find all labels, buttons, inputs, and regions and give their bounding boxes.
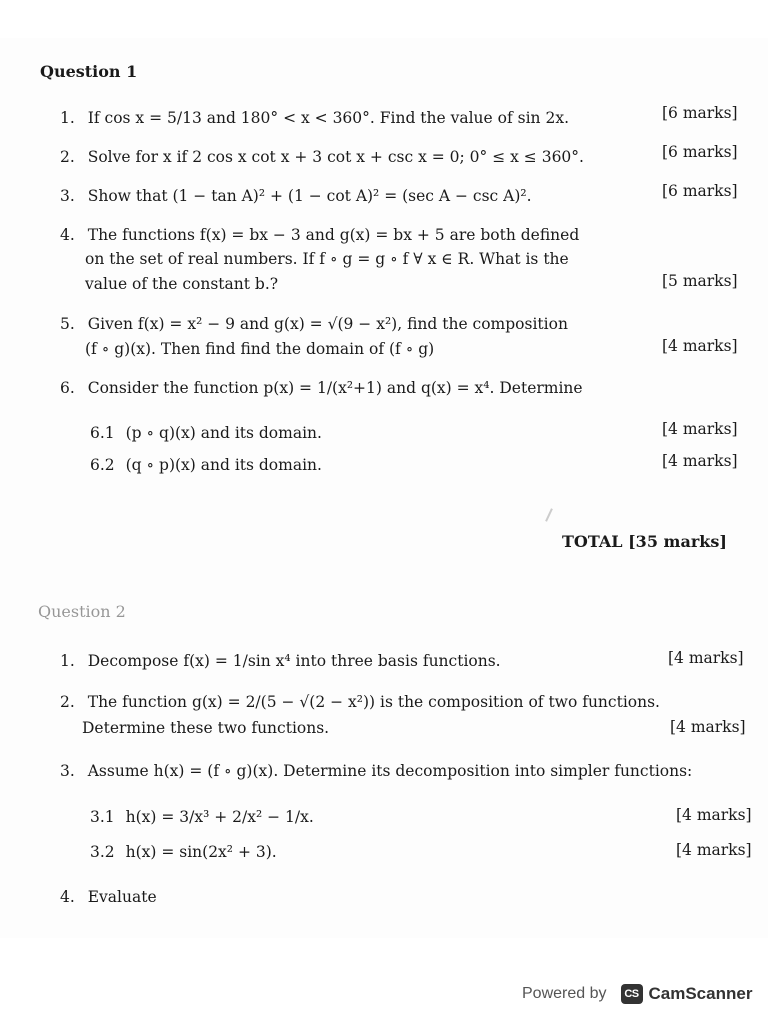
- item-text: Assume h(x) = (f ∘ g)(x). Determine its decomposition into simpler functions:: [87, 762, 693, 780]
- item-number: 4.: [60, 226, 75, 244]
- q1-sub-6-1: [90, 421, 322, 445]
- sub-number: 3.2: [90, 843, 115, 861]
- item-number: 1.: [60, 652, 75, 670]
- item-number: 1.: [60, 109, 75, 127]
- q1-sub-6-1-marks: [4 marks]: [662, 420, 738, 438]
- item-text: Given f(x) = x² − 9 and g(x) = √(9 − x²), find the composition: [87, 315, 568, 333]
- q2-item-1: [60, 649, 501, 673]
- sub-text: (q ∘ p)(x) and its domain.: [125, 456, 322, 474]
- q2-item-1-marks: [4 marks]: [668, 649, 744, 667]
- item-text: Decompose f(x) = 1/sin x⁴ into three basis functions.: [87, 652, 501, 670]
- q1-item-4: [60, 223, 579, 247]
- item-text: If cos x = 5/13 and 180° < x < 360°. Find the value of sin 2x.: [87, 109, 569, 127]
- q1-item-1-marks: [6 marks]: [662, 104, 738, 122]
- q2-sub-3-2-marks: [4 marks]: [676, 841, 752, 859]
- q1-item-4-line-2: on the set of real numbers. If f ∘ g = g ∘ f ∀ x ∈ R. What is the: [85, 250, 569, 268]
- q2-item-2-marks: [4 marks]: [670, 718, 746, 736]
- item-text: Show that (1 − tan A)² + (1 − cot A)² = (sec A − csc A)².: [87, 187, 532, 205]
- q1-item-2-marks: [6 marks]: [662, 143, 738, 161]
- item-number: 4.: [60, 888, 75, 906]
- q1-sub-6-2-marks: [4 marks]: [662, 452, 738, 470]
- q1-item-5-marks: [4 marks]: [662, 337, 738, 355]
- camscanner-brand: CamScanner: [648, 984, 753, 1003]
- sub-number: 3.1: [90, 808, 115, 826]
- q2-item-3: [60, 759, 692, 783]
- item-number: 5.: [60, 315, 75, 333]
- q2-item-4: [60, 885, 157, 909]
- q1-item-4-marks: [5 marks]: [662, 272, 738, 290]
- q2-item-2-line-2: Determine these two functions.: [82, 719, 330, 737]
- q1-item-4-line-3: value of the constant b.?: [85, 275, 279, 293]
- powered-by-label: Powered by: [522, 985, 607, 1002]
- item-number: 2.: [60, 148, 75, 166]
- item-text: Solve for x if 2 cos x cot x + 3 cot x + csc x = 0; 0° ≤ x ≤ 360°.: [87, 148, 584, 166]
- camscanner-logo-icon: CS: [621, 984, 643, 1004]
- sub-text: (p ∘ q)(x) and its domain.: [125, 424, 322, 442]
- item-number: 3.: [60, 762, 75, 780]
- q1-item-2: [60, 145, 584, 169]
- q1-item-6: [60, 376, 583, 400]
- q2-item-2: [60, 690, 660, 714]
- q2-sub-3-1: [90, 805, 314, 829]
- q1-item-1: [60, 106, 569, 130]
- sub-text: h(x) = 3/x³ + 2/x² − 1/x.: [125, 808, 314, 826]
- camscanner-watermark: [522, 984, 752, 1004]
- item-text: Evaluate: [87, 888, 157, 906]
- question-2-heading: Question 2: [38, 602, 126, 621]
- document-page: [0, 38, 768, 938]
- q1-sub-6-2: [90, 453, 322, 477]
- item-text: Consider the function p(x) = 1/(x²+1) and q(x) = x⁴. Determine: [87, 379, 583, 397]
- item-text: The function g(x) = 2/(5 − √(2 − x²)) is the composition of two functions.: [87, 693, 660, 711]
- q2-sub-3-2: [90, 840, 277, 864]
- total-marks: TOTAL [35 marks]: [562, 532, 727, 551]
- q1-item-5-line-2: (f ∘ g)(x). Then find find the domain of (f ∘ g): [85, 340, 435, 358]
- item-number: 6.: [60, 379, 75, 397]
- sub-number: 6.2: [90, 456, 115, 474]
- q1-item-5: [60, 312, 568, 336]
- sub-number: 6.1: [90, 424, 115, 442]
- question-1-heading: Question 1: [40, 62, 138, 81]
- item-text: The functions f(x) = bx − 3 and g(x) = bx + 5 are both defined: [87, 226, 580, 244]
- sub-text: h(x) = sin(2x² + 3).: [125, 843, 277, 861]
- item-number: 2.: [60, 693, 75, 711]
- item-number: 3.: [60, 187, 75, 205]
- q1-item-3: [60, 184, 532, 208]
- q2-sub-3-1-marks: [4 marks]: [676, 806, 752, 824]
- q1-item-3-marks: [6 marks]: [662, 182, 738, 200]
